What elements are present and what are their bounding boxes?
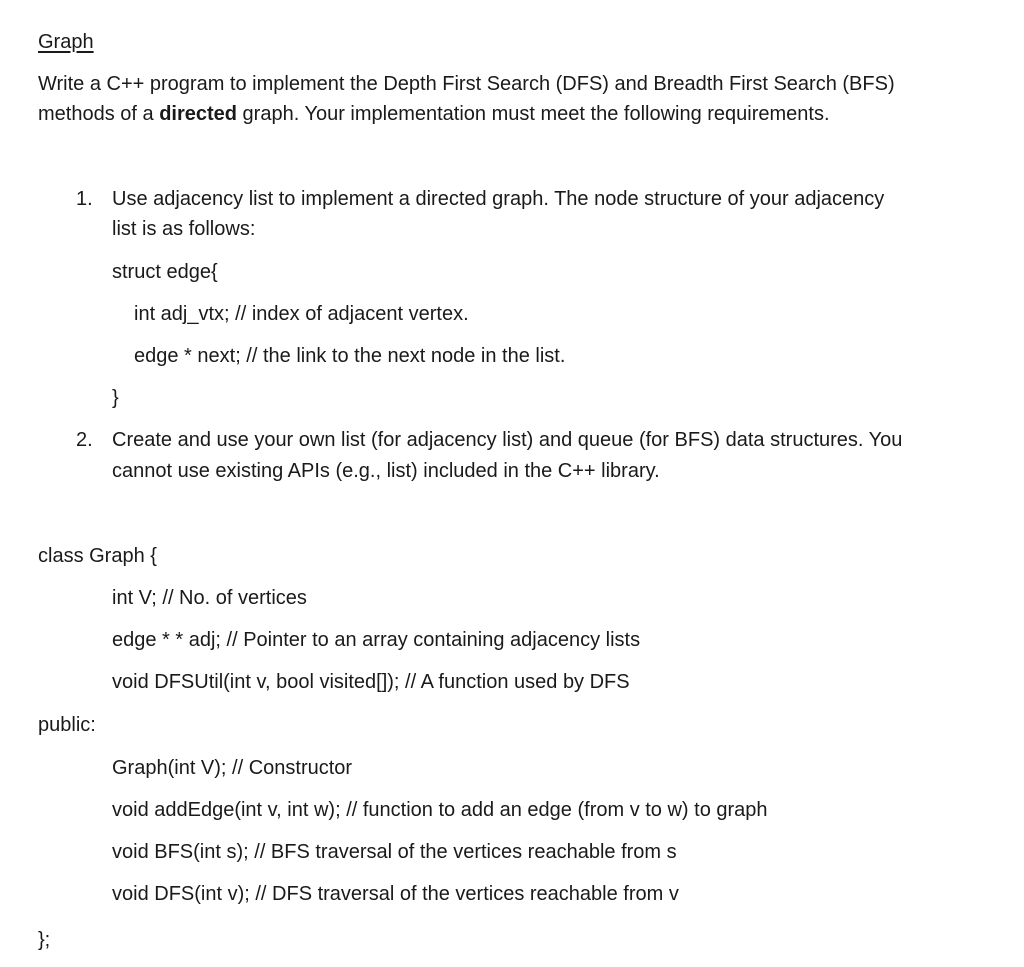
- requirement-2-number: 2.: [76, 429, 93, 451]
- class-method-bfs: void BFS(int s); // BFS traversal of the vertices reachable from s: [112, 841, 677, 863]
- section-heading: Graph: [38, 31, 94, 53]
- intro-line-2: [38, 104, 830, 124]
- requirement-1-line-2: list is as follows:: [112, 218, 256, 240]
- public-label: public:: [38, 714, 96, 736]
- requirement-1-line-1: Use adjacency list to implement a directed graph. The node structure of your adjacency: [112, 188, 885, 210]
- class-member-dfsutil: void DFSUtil(int v, bool visited[]); // A function used by DFS: [112, 671, 630, 693]
- intro-line-1: Write a C++ program to implement the Depth First Search (DFS) and Breadth First Search (BFS): [38, 73, 895, 95]
- struct-member-adj-vtx: int adj_vtx; // index of adjacent vertex.: [134, 303, 469, 325]
- requirement-2-line-1: Create and use your own list (for adjacency list) and queue (for BFS) data structures. You: [112, 429, 903, 451]
- class-open-line: class Graph {: [38, 545, 157, 567]
- requirement-2-line-2: cannot use existing APIs (e.g., list) included in the C++ library.: [112, 460, 660, 482]
- class-member-v: int V; // No. of vertices: [112, 587, 307, 609]
- struct-open-line: struct edge{: [112, 261, 218, 283]
- class-method-constructor: Graph(int V); // Constructor: [112, 757, 353, 779]
- class-method-dfs: void DFS(int v); // DFS traversal of the vertices reachable from v: [112, 883, 679, 905]
- class-member-adj: edge * * adj; // Pointer to an array containing adjacency lists: [112, 629, 641, 651]
- class-close-line: };: [38, 929, 51, 951]
- struct-member-next: edge * next; // the link to the next node in the list.: [134, 345, 566, 367]
- struct-close-line: }: [112, 387, 119, 409]
- intro-line-2-prefix: methods of a: [38, 103, 160, 125]
- intro-emphasis-directed: directed: [159, 103, 237, 125]
- requirement-1-number: 1.: [76, 188, 93, 210]
- class-method-addedge: void addEdge(int v, int w); // function to add an edge (from v to w) to graph: [112, 799, 768, 821]
- intro-line-2-suffix: graph. Your implementation must meet the following requirements.: [237, 103, 830, 125]
